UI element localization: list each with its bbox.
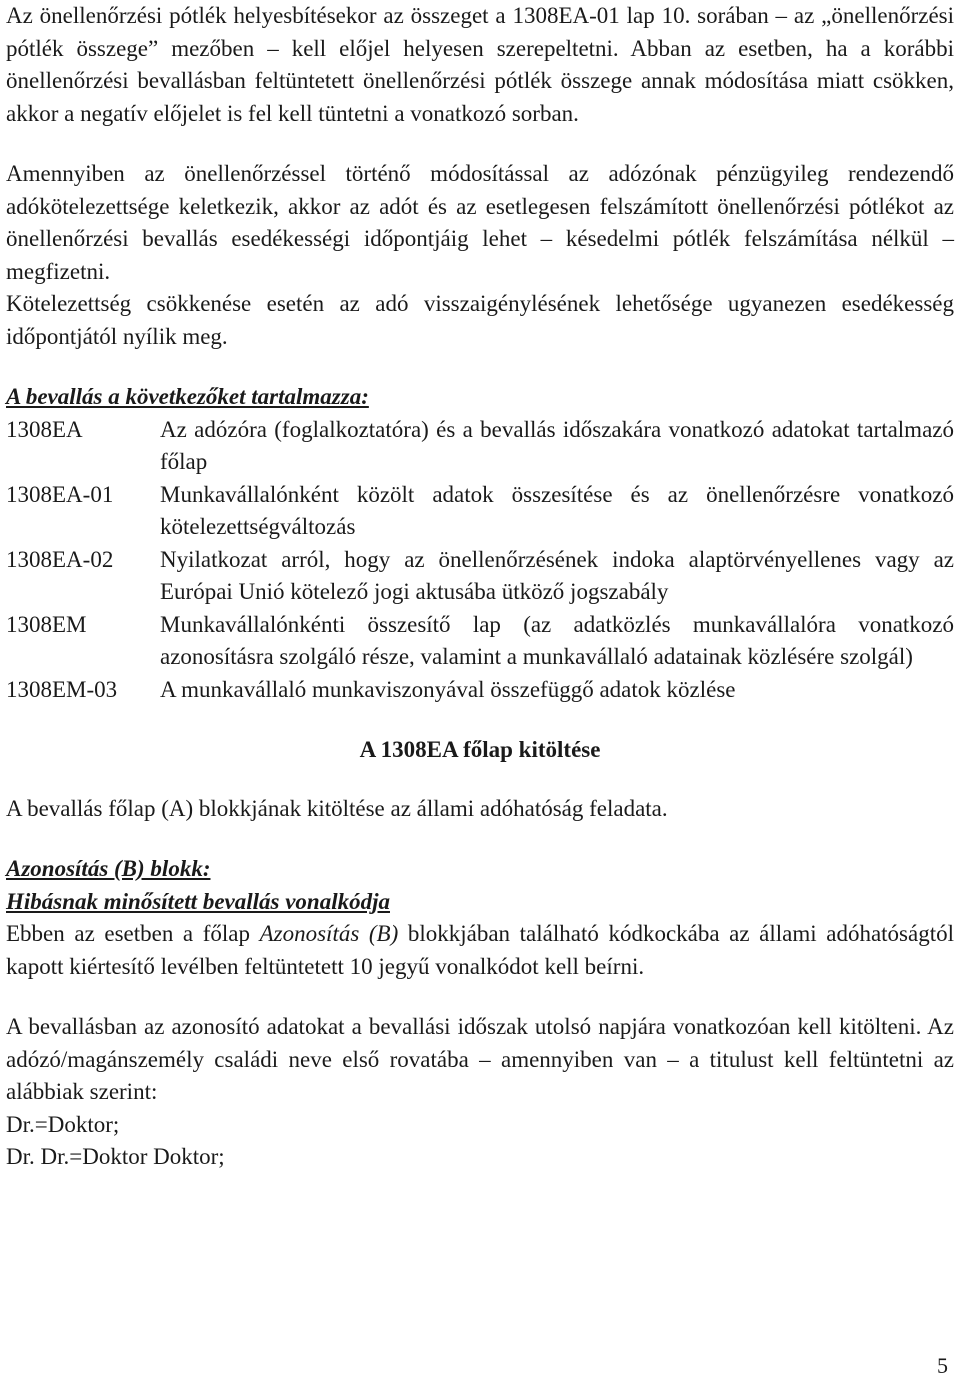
contents-list — [6, 414, 954, 707]
contents-heading: A bevallás a következőket tartalmazza: — [6, 384, 369, 409]
closing-section — [6, 1011, 954, 1174]
form-code: 1308EM-03 — [6, 676, 118, 702]
block-b-text-after: blokkjában található kódkockába az állami adóhatóságtól kapott kiértesítő levélben feltüntetett 10 jegyű vonalkódot kell beírni. — [6, 921, 955, 979]
paragraph-refund: Kötelezettség csökkenése esetén az adó visszaigénylésének lehetősége ugyanezen esedékesség időpontjától nyílik meg. — [6, 291, 954, 349]
block-b-text-italic: Azonosítás (B) — [259, 921, 399, 946]
form-code: 1308EA — [6, 416, 83, 442]
payment-section — [6, 158, 954, 353]
block-b-section — [6, 853, 954, 983]
form-description: Munkavállalónként közölt adatok összesítése és az önellenőrzésre vonatkozó kötelezettségváltozás — [160, 481, 954, 539]
page-number: 5 — [937, 1353, 948, 1378]
section-title: A 1308EA főlap kitöltése — [359, 737, 601, 762]
closing-paragraph: A bevallásban az azonosító adatokat a bevallási időszak utolsó napjára vonatkozóan kell kitölteni. Az adózó/magánszemély családi neve első rovatába – amennyiben van – a titulust kell feltüntetni az alábbiak szerint: — [6, 1014, 954, 1104]
form-description: A munkavállaló munkaviszonyával összefüggő adatok közlése — [160, 676, 736, 702]
section-intro: A bevallás főlap (A) blokkjának kitöltése az állami adóhatóság feladata. — [6, 795, 668, 821]
list-item — [6, 414, 954, 479]
block-b-text-before: Ebben az esetben a főlap — [6, 921, 260, 946]
list-item — [6, 674, 954, 707]
paragraph-self-revision-surcharge: Az önellenőrzési pótlék helyesbítésekor az összeget a 1308EA-01 lap 10. sorában – az „önellenőrzési pótlék összege” mezőben – kell előjel helyesen szerepeltetni. Abban az esetben, ha a korábbi önellenőrzési bevallásban feltüntetett önellenőrzési pótlék összege annak módosítása miatt csökken, akkor a negatív előjelet is fel kell tüntetni a vonatkozó sorban. — [6, 3, 954, 126]
form-description: Munkavállalónkénti összesítő lap (az adatközlés munkavállalóra vonatkozó azonosításra szolgáló része, valamint a munkavállaló adatainak közlésére szolgál) — [160, 611, 954, 669]
form-description: Nyilatkozat arról, hogy az önellenőrzésének indoka alaptörvényellenes vagy az Európai Unió kötelező jogi aktusába ütköző jogszabály — [160, 546, 954, 604]
title-example-2: Dr. Dr.=Doktor Doktor; — [6, 1144, 225, 1169]
list-item — [6, 544, 954, 609]
document-page — [6, 0, 954, 1174]
paragraph-payment-deadline: Amennyiben az önellenőrzéssel történő módosítással az adózónak pénzügyileg rendezendő adókötelezettsége keletkezik, akkor az adót és az esetlegesen felszámított önellenőrzési pótlékot az önellenőrzési bevallás esedékességi időpontjáig lehet – késedelmi pótlék felszámítása nélkül – megfizetni. — [6, 161, 954, 284]
list-item — [6, 609, 954, 674]
form-code: 1308EA-02 — [6, 546, 114, 572]
block-b-text — [6, 918, 954, 983]
block-b-heading: Azonosítás (B) blokk: — [6, 856, 211, 881]
list-item — [6, 479, 954, 544]
form-code: 1308EA-01 — [6, 481, 114, 507]
form-code: 1308EM — [6, 611, 87, 637]
title-example-1: Dr.=Doktor; — [6, 1111, 120, 1137]
form-description: Az adózóra (foglalkoztatóra) és a bevallás időszakára vonatkozó adatokat tartalmazó főlap — [160, 416, 954, 474]
contents-section — [6, 381, 954, 706]
block-b-subheading: Hibásnak minősített bevallás vonalkódja — [6, 888, 390, 914]
